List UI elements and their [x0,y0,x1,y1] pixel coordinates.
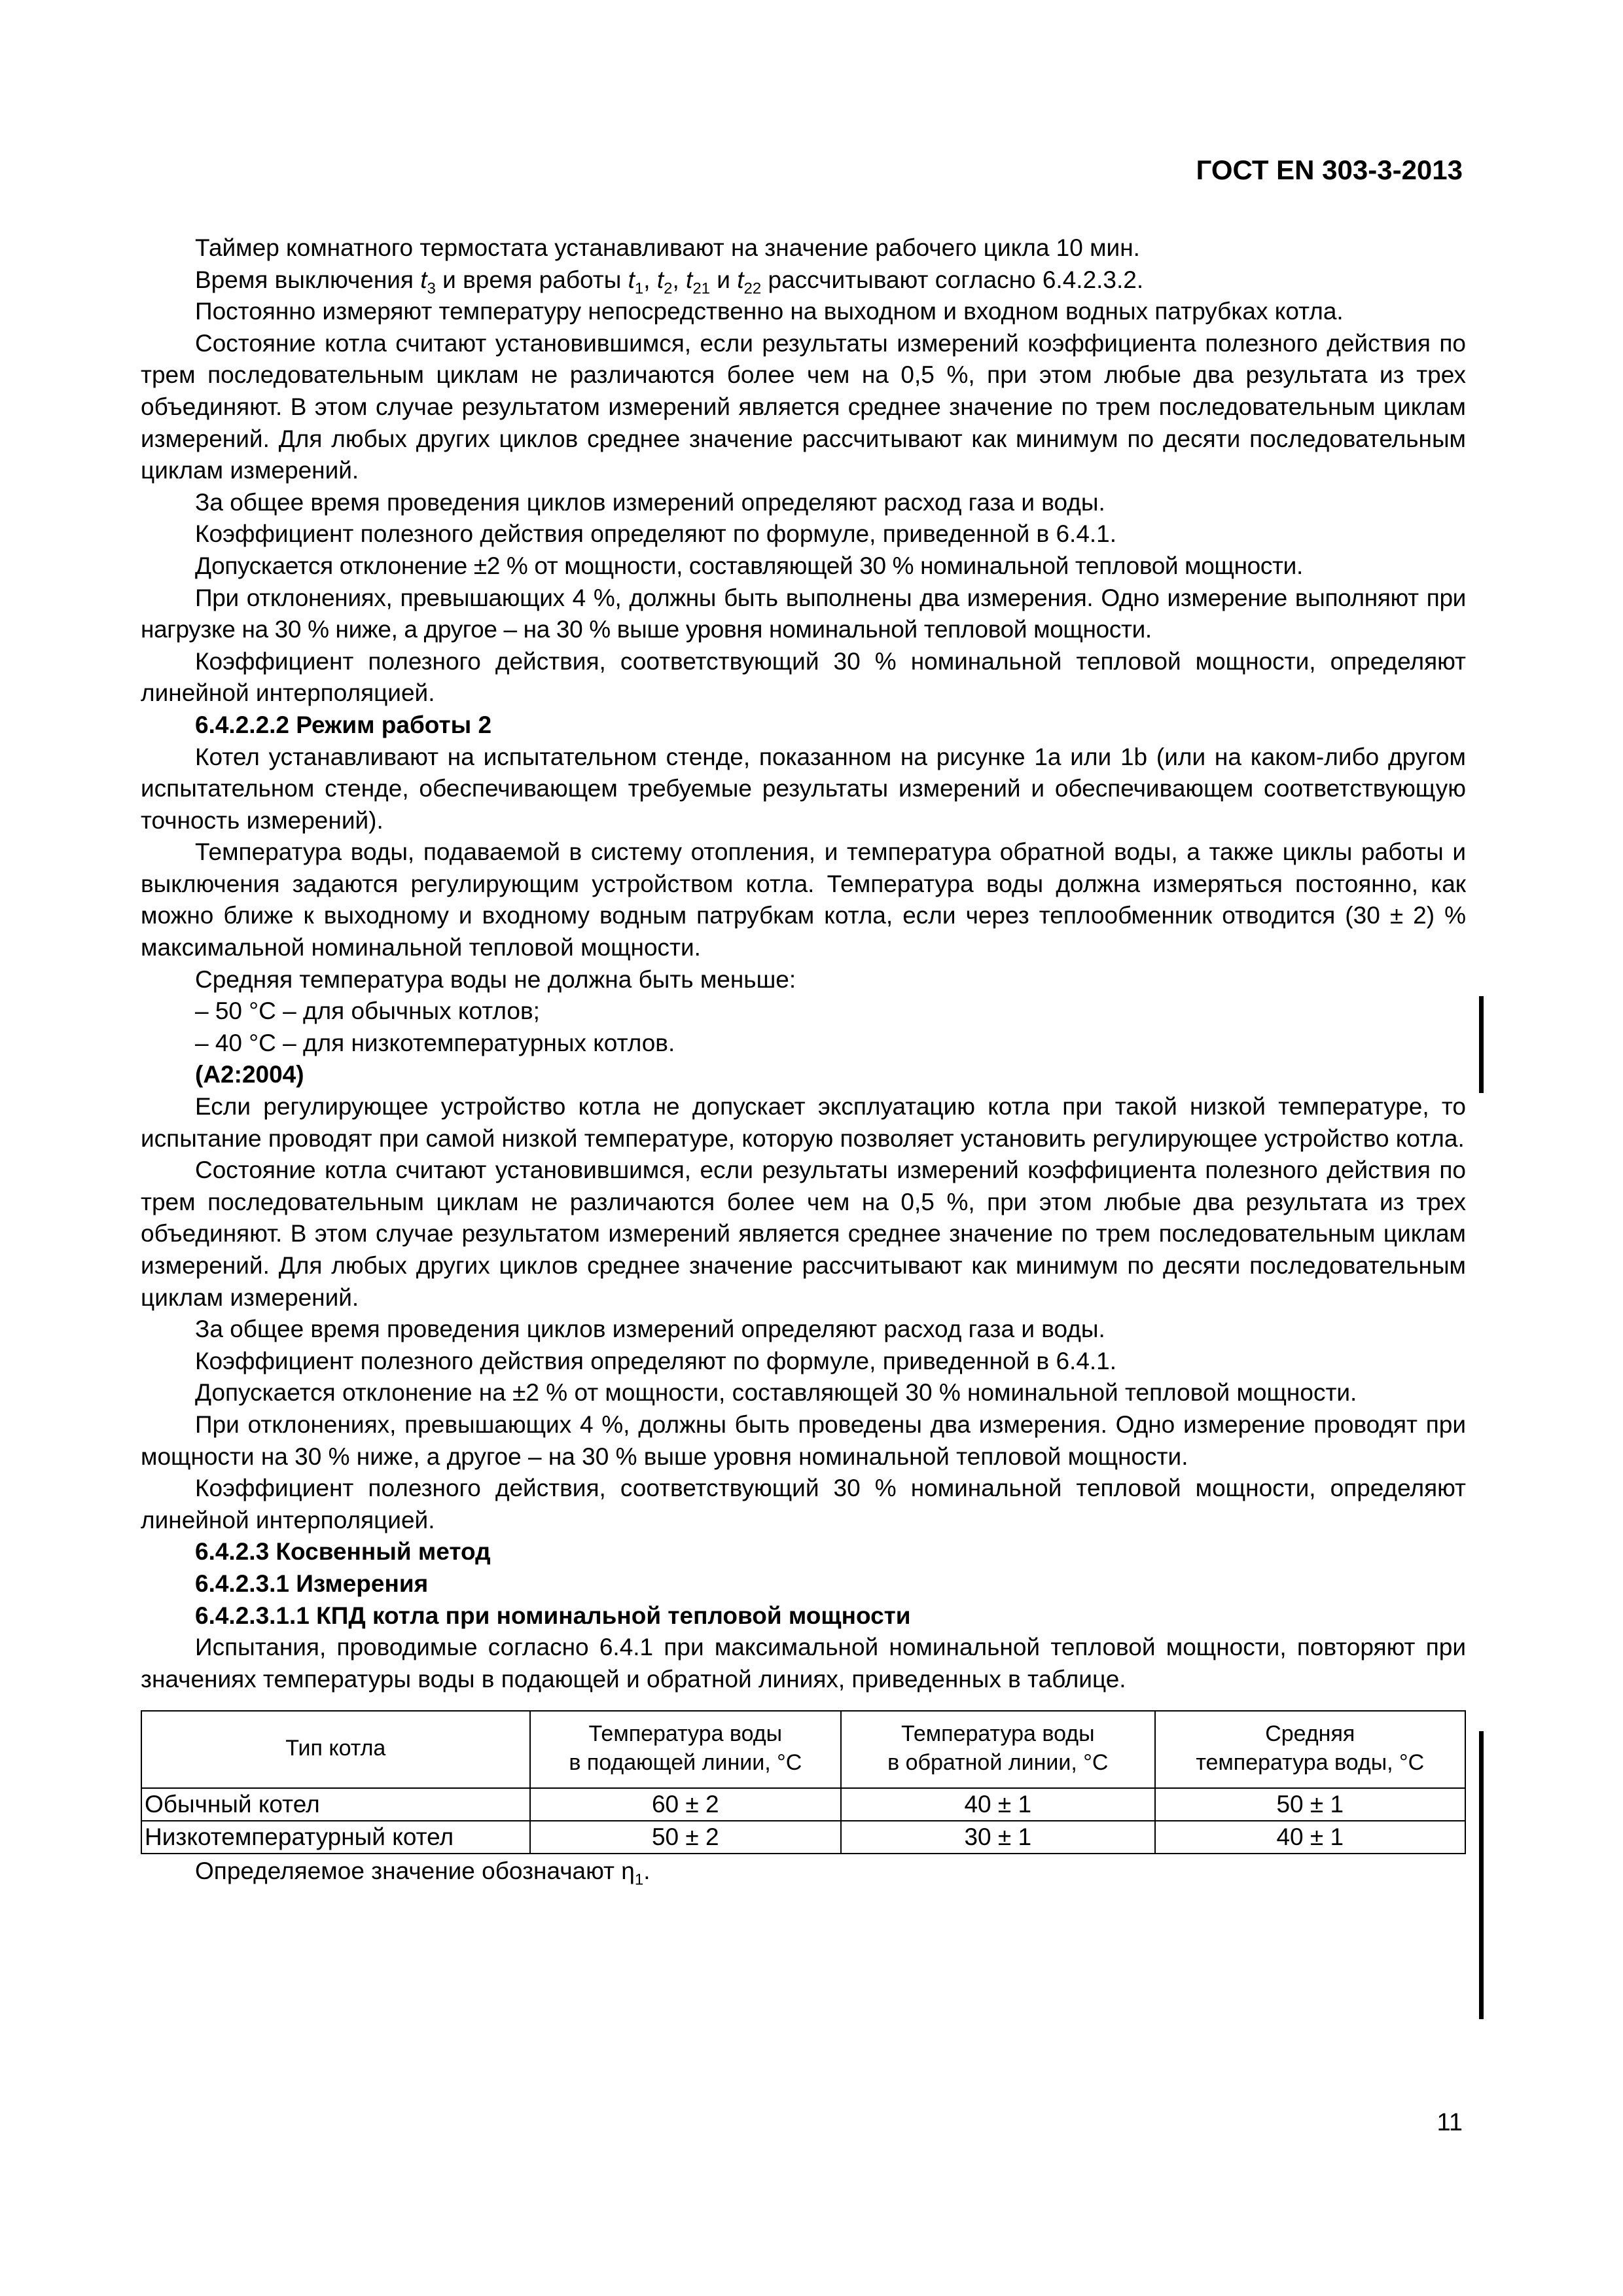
paragraph: Если регулирующее устройство котла не допускает эксплуатацию котла при такой низкой температуре, то испытание проводят при самой низкой температуре, которую позволяет установить регулирующее устройство котла. [141,1093,1466,1152]
paragraph: Состояние котла считают установившимся, если результаты измерений коэффициента полезного действия по трем последовательным циклам не различаются более чем на 0,5 %, при этом любые два результата из трех объединяют. В этом случае результатом измерений является среднее значение по трем последовательным циклам измерений. Для любых других циклов среднее значение рассчитывают как минимум по десяти последовательным циклам измерений. [141,329,1466,484]
column-header-supply-temp: Температура воды в подающей линии, °С [530,1711,841,1788]
table-cell: 60 ± 2 [530,1788,841,1821]
section-heading: 6.4.2.3.1.1 КПД котла при номинальной тепловой мощности [195,1602,911,1629]
paragraph: Состояние котла считают установившимся, если результаты измерений коэффициента полезного действия по трем последовательным циклам не различаются более чем на 0,5 %, при этом любые два результата из трех объединяют. В этом случае результатом измерений является среднее значение по трем последовательным циклам измерений. Для любых других циклов среднее значение рассчитывают как минимум по десяти последовательным циклам измерений. [141,1157,1466,1311]
paragraph: Таймер комнатного термостата устанавливают на значение рабочего цикла 10 мин. [195,234,1140,261]
temperature-table [141,1710,1466,1854]
table-row [141,1788,1465,1821]
table-cell: 30 ± 1 [841,1821,1154,1854]
section-heading: 6.4.2.2.2 Режим работы 2 [195,711,492,738]
page-number: 11 [1436,2109,1463,2136]
paragraph: За общее время проведения циклов измерений определяют расход газа и воды. [195,488,1105,516]
list-item: – 40 °С – для низкотемпературных котлов. [195,1029,675,1056]
paragraph: Коэффициент полезного действия определяют по формуле, приведенной в 6.4.1. [195,520,1117,548]
table-row [141,1821,1465,1854]
paragraph: Котел устанавливают на испытательном стенде, показанном на рисунке 1а или 1b (или на каком-либо другом испытательном стенде, обеспечивающем требуемые результаты измерений и обеспечивающем соответствующую точность измерений). [141,743,1466,834]
section-heading: 6.4.2.3.1 Измерения [195,1570,429,1597]
paragraph: Коэффициент полезного действия определяют по формуле, приведенной в 6.4.1. [195,1347,1117,1374]
paragraph: Определяемое значение обозначают $\eta_1$. [195,1857,651,1889]
paragraph: Постоянно измеряют температуру непосредственно на выходном и входном водных патрубках котла. [195,298,1344,325]
paragraph: При отклонениях, превышающих 4 %, должны быть выполнены два измерения. Одно измерение выполняют при нагрузке на 30 % ниже, а другое – на 30 % выше уровня номинальной тепловой мощности. [141,584,1466,643]
paragraph: Коэффициент полезного действия, соответствующий 30 % номинальной тепловой мощности, определяют линейной интерполяцией. [141,647,1466,707]
table-cell: 40 ± 1 [1155,1821,1466,1854]
paragraph: За общее время проведения циклов измерений определяют расход газа и воды. [195,1316,1105,1343]
change-marker-bar [1479,1731,1484,2019]
paragraph: Допускается отклонение ±2 % от мощности, составляющей 30 % номинальной тепловой мощности. [195,552,1303,579]
document-code-header: ГОСТ EN 303-3-2013 [1196,154,1463,185]
column-header-mean-temp: Средняя температура воды, °С [1155,1711,1466,1788]
paragraph: Коэффициент полезного действия, соответствующий 30 % номинальной тепловой мощности, определяют линейной интерполяцией. [141,1475,1466,1534]
page-body [141,232,1466,1888]
column-header-return-temp: Температура воды в обратной линии, °С [841,1711,1154,1788]
section-heading: 6.4.2.3 Косвенный метод [195,1538,491,1566]
paragraph: Средняя температура воды не должна быть меньше: [195,965,796,993]
paragraph: Время выключения $t_3$ и время работы $t_1$, $t_2$, $t_{21}$ и $t_{22}$ рассчитывают согласно 6.4.2.3.2. [195,266,1144,297]
list-item: – 50 °С – для обычных котлов; [195,997,540,1025]
table-cell: 50 ± 2 [530,1821,841,1854]
paragraph: При отклонениях, превышающих 4 %, должны быть проведены два измерения. Одно измерение проводят при мощности на 30 % ниже, а другое – на 30 % выше уровня номинальной тепловой мощности. [141,1410,1466,1470]
change-marker-bar [1479,996,1484,1093]
table-cell: 50 ± 1 [1155,1788,1466,1821]
amendment-note: (А2:2004) [195,1061,304,1088]
table-header-row [141,1711,1465,1788]
paragraph: Температура воды, подаваемой в систему отопления, и температура обратной воды, а также циклы работы и выключения задаются регулирующим устройством котла. Температура воды должна измеряться постоянно, как можно ближе к выходному и входному водным патрубкам котла, если через теплообменник отводится (30 ± 2) % максимальной номинальной тепловой мощности. [141,838,1466,961]
paragraph: Допускается отклонение на ±2 % от мощности, составляющей 30 % номинальной тепловой мощности. [195,1379,1357,1407]
table-cell: 40 ± 1 [841,1788,1154,1821]
table-cell: Обычный котел [141,1788,530,1821]
table-cell: Низкотемпературный котел [141,1821,530,1854]
paragraph: Испытания, проводимые согласно 6.4.1 при максимальной номинальной тепловой мощности, повторяют при значениях температуры воды в подающей и обратной линиях, приведенных в таблице. [141,1634,1466,1693]
column-header-boiler-type: Тип котла [141,1711,530,1788]
